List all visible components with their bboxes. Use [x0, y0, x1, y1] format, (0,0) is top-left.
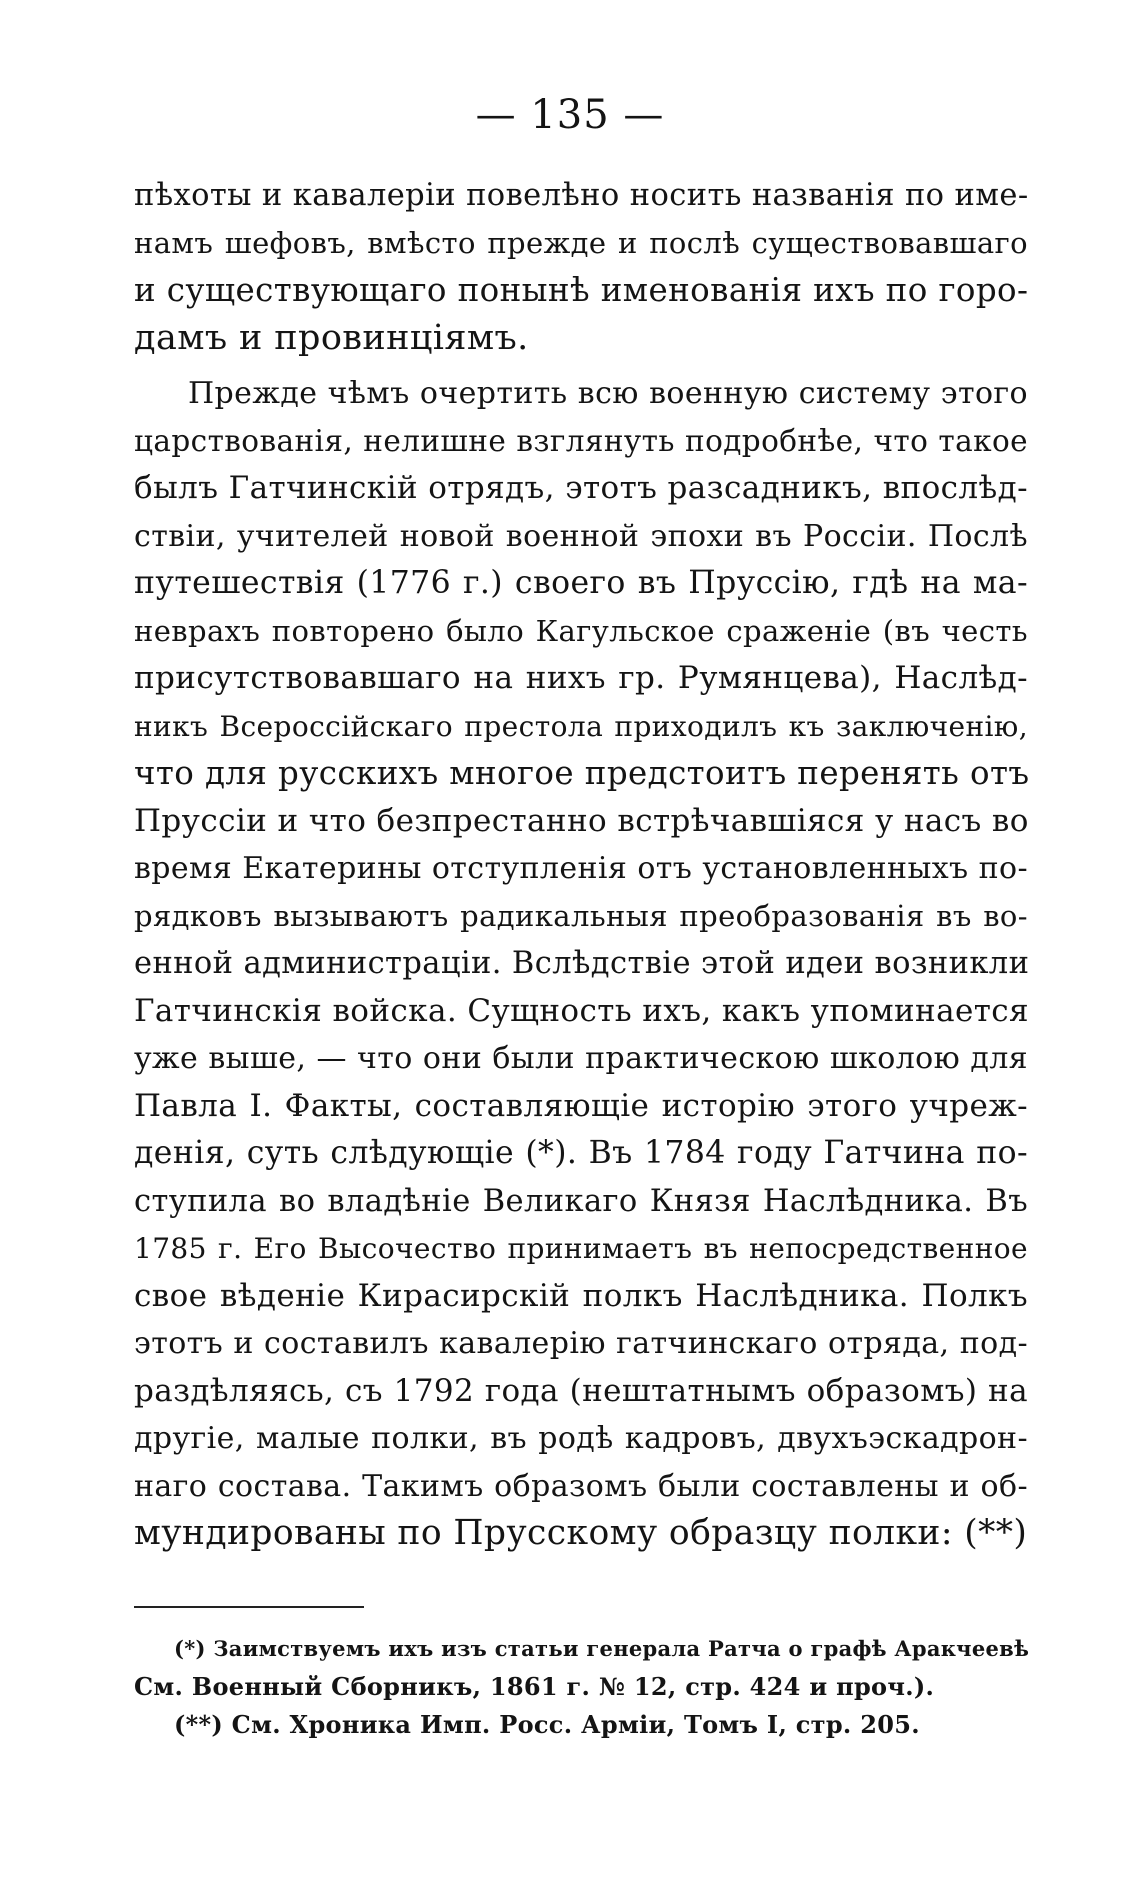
- text-line: ступила во владѣніе Великаго Князя Наслѣдника. Въ: [134, 1183, 1028, 1219]
- footnote-line: (*) Заимствуемъ ихъ изъ статьи генерала Ратча о графѣ Аракчеевѣ: [174, 1636, 1030, 1661]
- text-line: пѣхоты и кавалеріи повелѣно носить названія по име-: [134, 178, 1029, 213]
- text-line: неврахъ повторено было Кагульское сраженіе (въ честь: [134, 613, 1028, 648]
- text-line: присутствовавшаго на нихъ гр. Румянцева), Наслѣд-: [134, 660, 1028, 696]
- footnote-line: См. Военный Сборникъ, 1861 г. № 12, стр. 424 и проч.).: [134, 1672, 935, 1701]
- text-line: раздѣляясь, съ 1792 года (нештатнымъ образомъ) на: [134, 1372, 1028, 1409]
- text-line: никъ Всероссійскаго престола приходилъ къ заключенію,: [134, 709, 1028, 743]
- text-line: другіе, малые полки, въ родѣ кадровъ, двухъэскадрон-: [134, 1421, 1028, 1456]
- text-line: царствованія, нелишне взглянуть подробнѣе, что такое: [134, 423, 1028, 458]
- text-line: Прежде чѣмъ очертить всю военную систему этого: [188, 376, 1028, 411]
- text-line: Гатчинскія войска. Сущность ихъ, какъ упоминается: [134, 992, 1029, 1029]
- text-line: денія, суть слѣдующіе (*). Въ 1784 году Гатчина по-: [134, 1135, 1028, 1171]
- text-line: былъ Гатчинскій отрядъ, этотъ разсадникъ, впослѣд-: [134, 470, 1028, 506]
- text-line: свое вѣденіе Кирасирскій полкъ Наслѣдника. Полкъ: [134, 1277, 1028, 1314]
- footnote-line: (**) См. Хроника Имп. Росс. Арміи, Томъ I, стр. 205.: [174, 1710, 920, 1739]
- text-line: Павла I. Факты, составляющіе исторію этого учреж-: [134, 1087, 1028, 1124]
- text-line: дамъ и провинціямъ.: [134, 317, 529, 358]
- text-line: наго состава. Такимъ образомъ были составлены и об-: [134, 1468, 1028, 1504]
- main-text: [134, 172, 1028, 1558]
- text-line: рядковъ вызываютъ радикальныя преобразованія въ во-: [134, 898, 1028, 933]
- text-line: намъ шефовъ, вмѣсто прежде и послѣ существовавшаго: [134, 225, 1028, 260]
- text-line: этотъ и составилъ кавалерію гатчинскаго отряда, под-: [134, 1326, 1028, 1361]
- footnote-divider: [134, 1606, 364, 1608]
- text-line: путешествія (1776 г.) своего въ Пруссію, гдѣ на ма-: [134, 565, 1028, 601]
- text-line: Пруссіи и что безпрестанно встрѣчавшіяся у насъ во: [134, 802, 1029, 839]
- footnotes: [134, 1630, 1028, 1744]
- text-line: и существующаго понынѣ именованія ихъ по горо-: [134, 271, 1029, 309]
- text-line: уже выше, — что они были практическою школою для: [134, 1041, 1028, 1076]
- text-line: енной администраціи. Вслѣдствіе этой идеи возникли: [134, 946, 1030, 981]
- text-line: время Екатерины отступленія отъ установленныхъ по-: [134, 851, 1028, 886]
- text-line: ствіи, учителей новой военной эпохи въ Россіи. Послѣ: [134, 518, 1028, 554]
- text-line: что для русскихъ многое предстоитъ перенять отъ: [134, 754, 1030, 792]
- page-number: — 135 —: [475, 92, 665, 138]
- text-line: 1785 г. Его Высочество принимаетъ въ непосредственное: [134, 1232, 1028, 1265]
- text-line: мундированы по Прусскому образцу полки: (**): [134, 1513, 1028, 1553]
